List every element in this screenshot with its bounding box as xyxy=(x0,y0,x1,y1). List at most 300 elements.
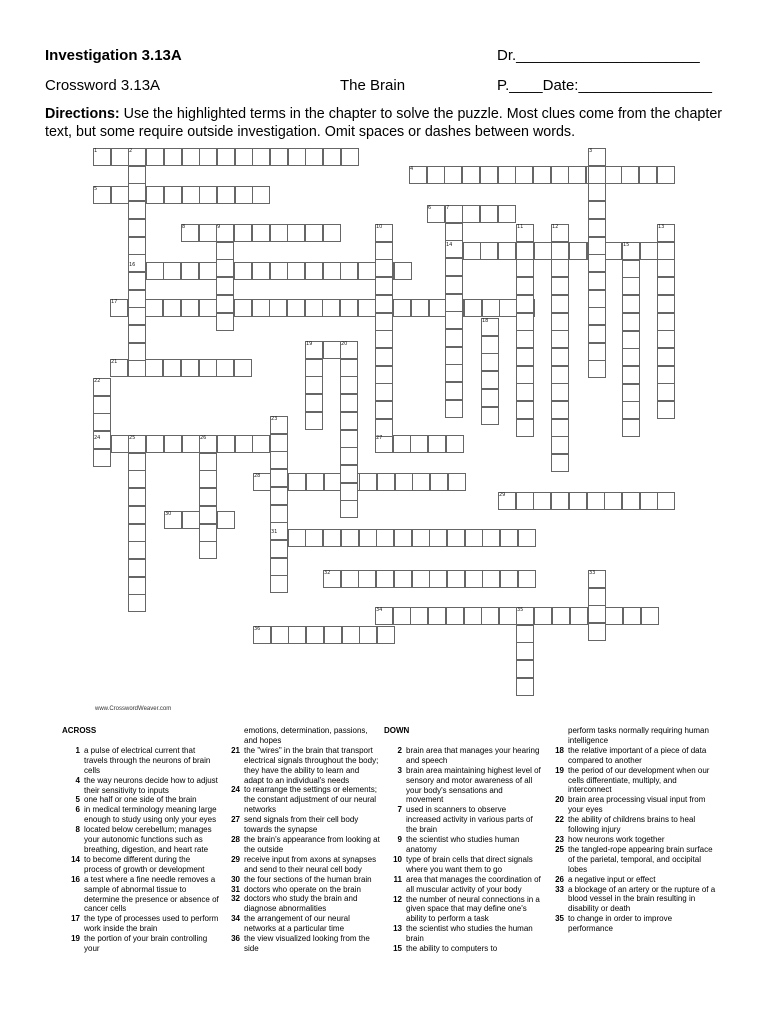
grid-cell[interactable] xyxy=(516,295,534,313)
grid-cell[interactable] xyxy=(164,435,182,453)
grid-cell[interactable] xyxy=(163,359,181,377)
grid-cell[interactable] xyxy=(657,383,675,401)
grid-cell[interactable] xyxy=(146,186,164,204)
grid-cell[interactable] xyxy=(359,529,377,547)
grid-cell[interactable] xyxy=(533,492,551,510)
grid-cell[interactable] xyxy=(234,299,252,317)
grid-cell[interactable] xyxy=(340,430,358,448)
grid-cell[interactable] xyxy=(516,383,534,401)
grid-cell[interactable] xyxy=(342,626,360,644)
grid-cell[interactable] xyxy=(516,660,534,678)
grid-cell[interactable] xyxy=(588,166,606,184)
grid-cell[interactable] xyxy=(604,242,622,260)
grid-cell[interactable] xyxy=(359,626,377,644)
grid-cell[interactable] xyxy=(551,366,569,384)
grid-cell[interactable] xyxy=(199,541,217,559)
grid-cell[interactable] xyxy=(481,607,499,625)
grid-cell[interactable] xyxy=(394,262,412,280)
grid-cell[interactable] xyxy=(622,260,640,278)
grid-cell[interactable] xyxy=(429,529,447,547)
grid-cell[interactable] xyxy=(657,295,675,313)
grid-cell[interactable] xyxy=(622,313,640,331)
grid-cell[interactable] xyxy=(604,492,622,510)
grid-cell[interactable] xyxy=(445,276,463,294)
grid-cell[interactable] xyxy=(128,237,146,255)
grid-cell[interactable] xyxy=(252,148,270,166)
grid-cell[interactable] xyxy=(111,186,129,204)
grid-cell[interactable] xyxy=(445,311,463,329)
grid-cell[interactable] xyxy=(481,407,499,425)
grid-cell[interactable] xyxy=(216,359,234,377)
grid-cell[interactable] xyxy=(270,558,288,576)
grid-cell[interactable] xyxy=(305,412,323,430)
grid-cell[interactable] xyxy=(128,166,146,184)
grid-cell[interactable] xyxy=(145,299,163,317)
grid-cell[interactable] xyxy=(499,299,517,317)
grid-cell[interactable] xyxy=(622,401,640,419)
grid-cell[interactable] xyxy=(500,529,518,547)
grid-cell[interactable] xyxy=(340,359,358,377)
grid-cell[interactable] xyxy=(216,242,234,260)
grid-cell[interactable] xyxy=(446,607,464,625)
grid-cell[interactable] xyxy=(481,336,499,354)
grid-cell[interactable] xyxy=(412,473,430,491)
grid-cell[interactable] xyxy=(445,347,463,365)
grid-cell[interactable] xyxy=(657,330,675,348)
grid-cell[interactable] xyxy=(551,383,569,401)
grid-cell[interactable] xyxy=(270,148,288,166)
grid-cell[interactable] xyxy=(551,419,569,437)
grid-cell[interactable] xyxy=(217,511,235,529)
grid-cell[interactable] xyxy=(568,166,586,184)
grid-cell[interactable] xyxy=(657,313,675,331)
grid-cell[interactable] xyxy=(375,295,393,313)
grid-cell[interactable] xyxy=(341,529,359,547)
grid-cell[interactable] xyxy=(622,295,640,313)
grid-cell[interactable] xyxy=(376,570,394,588)
grid-cell[interactable] xyxy=(516,642,534,660)
grid-cell[interactable] xyxy=(551,242,569,260)
grid-cell[interactable] xyxy=(341,148,359,166)
grid-cell[interactable] xyxy=(411,299,429,317)
grid-cell[interactable] xyxy=(516,277,534,295)
grid-cell[interactable] xyxy=(445,258,463,276)
grid-cell[interactable] xyxy=(145,359,163,377)
grid-cell[interactable] xyxy=(481,389,499,407)
grid-cell[interactable] xyxy=(518,570,536,588)
grid-cell[interactable] xyxy=(199,506,217,524)
grid-cell[interactable] xyxy=(465,529,483,547)
grid-cell[interactable] xyxy=(287,224,305,242)
grid-cell[interactable] xyxy=(340,262,358,280)
grid-cell[interactable] xyxy=(447,529,465,547)
grid-cell[interactable] xyxy=(128,488,146,506)
grid-cell[interactable] xyxy=(588,307,606,325)
grid-cell[interactable] xyxy=(657,366,675,384)
grid-cell[interactable] xyxy=(518,529,536,547)
grid-cell[interactable] xyxy=(375,401,393,419)
grid-cell[interactable] xyxy=(516,259,534,277)
grid-cell[interactable] xyxy=(305,529,323,547)
grid-cell[interactable] xyxy=(516,242,534,260)
grid-cell[interactable] xyxy=(375,313,393,331)
grid-cell[interactable] xyxy=(657,259,675,277)
grid-cell[interactable] xyxy=(587,492,605,510)
grid-cell[interactable] xyxy=(146,435,164,453)
grid-cell[interactable] xyxy=(622,277,640,295)
grid-cell[interactable] xyxy=(462,205,480,223)
grid-cell[interactable] xyxy=(534,607,552,625)
grid-cell[interactable] xyxy=(516,678,534,696)
grid-cell[interactable] xyxy=(128,325,146,343)
grid-cell[interactable] xyxy=(623,607,641,625)
grid-cell[interactable] xyxy=(217,148,235,166)
grid-cell[interactable] xyxy=(340,447,358,465)
grid-cell[interactable] xyxy=(305,394,323,412)
grid-cell[interactable] xyxy=(341,570,359,588)
grid-cell[interactable] xyxy=(288,473,306,491)
grid-cell[interactable] xyxy=(445,329,463,347)
grid-cell[interactable] xyxy=(657,277,675,295)
grid-cell[interactable] xyxy=(569,242,587,260)
grid-cell[interactable] xyxy=(622,348,640,366)
grid-cell[interactable] xyxy=(128,541,146,559)
grid-cell[interactable] xyxy=(128,183,146,201)
grid-cell[interactable] xyxy=(270,451,288,469)
grid-cell[interactable] xyxy=(270,262,288,280)
grid-cell[interactable] xyxy=(164,148,182,166)
grid-cell[interactable] xyxy=(128,453,146,471)
grid-cell[interactable] xyxy=(128,470,146,488)
grid-cell[interactable] xyxy=(394,529,412,547)
grid-cell[interactable] xyxy=(482,570,500,588)
grid-cell[interactable] xyxy=(377,626,395,644)
grid-cell[interactable] xyxy=(465,570,483,588)
grid-cell[interactable] xyxy=(128,359,146,377)
grid-cell[interactable] xyxy=(588,343,606,361)
grid-cell[interactable] xyxy=(551,436,569,454)
grid-cell[interactable] xyxy=(235,435,253,453)
grid-cell[interactable] xyxy=(622,331,640,349)
grid-cell[interactable] xyxy=(480,166,498,184)
grid-cell[interactable] xyxy=(622,384,640,402)
grid-cell[interactable] xyxy=(323,262,341,280)
grid-cell[interactable] xyxy=(551,313,569,331)
grid-cell[interactable] xyxy=(182,511,200,529)
grid-cell[interactable] xyxy=(588,201,606,219)
grid-cell[interactable] xyxy=(305,224,323,242)
grid-cell[interactable] xyxy=(588,360,606,378)
grid-cell[interactable] xyxy=(375,419,393,437)
grid-cell[interactable] xyxy=(375,383,393,401)
grid-cell[interactable] xyxy=(500,570,518,588)
grid-cell[interactable] xyxy=(445,400,463,418)
grid-cell[interactable] xyxy=(588,183,606,201)
grid-cell[interactable] xyxy=(482,529,500,547)
grid-cell[interactable] xyxy=(323,341,341,359)
grid-cell[interactable] xyxy=(481,353,499,371)
grid-cell[interactable] xyxy=(146,262,164,280)
grid-cell[interactable] xyxy=(551,348,569,366)
grid-cell[interactable] xyxy=(412,570,430,588)
grid-cell[interactable] xyxy=(199,299,217,317)
grid-cell[interactable] xyxy=(288,626,306,644)
grid-cell[interactable] xyxy=(551,492,569,510)
grid-cell[interactable] xyxy=(516,348,534,366)
grid-cell[interactable] xyxy=(445,382,463,400)
grid-cell[interactable] xyxy=(445,223,463,241)
grid-cell[interactable] xyxy=(551,259,569,277)
grid-cell[interactable] xyxy=(551,454,569,472)
grid-cell[interactable] xyxy=(463,242,481,260)
grid-cell[interactable] xyxy=(498,205,516,223)
grid-cell[interactable] xyxy=(199,148,217,166)
grid-cell[interactable] xyxy=(588,237,606,255)
grid-cell[interactable] xyxy=(181,299,199,317)
grid-cell[interactable] xyxy=(533,166,551,184)
grid-cell[interactable] xyxy=(464,607,482,625)
grid-cell[interactable] xyxy=(445,364,463,382)
grid-cell[interactable] xyxy=(287,262,305,280)
grid-cell[interactable] xyxy=(305,376,323,394)
grid-cell[interactable] xyxy=(306,626,324,644)
grid-cell[interactable] xyxy=(410,435,428,453)
grid-cell[interactable] xyxy=(128,594,146,612)
grid-cell[interactable] xyxy=(375,242,393,260)
grid-cell[interactable] xyxy=(359,473,377,491)
grid-cell[interactable] xyxy=(128,577,146,595)
grid-cell[interactable] xyxy=(199,453,217,471)
grid-cell[interactable] xyxy=(429,570,447,588)
grid-cell[interactable] xyxy=(269,299,287,317)
grid-cell[interactable] xyxy=(429,299,447,317)
grid-cell[interactable] xyxy=(410,607,428,625)
grid-cell[interactable] xyxy=(375,348,393,366)
grid-cell[interactable] xyxy=(305,299,323,317)
grid-cell[interactable] xyxy=(444,166,462,184)
grid-cell[interactable] xyxy=(271,626,289,644)
grid-cell[interactable] xyxy=(480,242,498,260)
grid-cell[interactable] xyxy=(445,294,463,312)
grid-cell[interactable] xyxy=(340,376,358,394)
grid-cell[interactable] xyxy=(216,259,234,277)
grid-cell[interactable] xyxy=(199,470,217,488)
grid-cell[interactable] xyxy=(412,529,430,547)
grid-cell[interactable] xyxy=(270,575,288,593)
grid-cell[interactable] xyxy=(604,166,622,184)
grid-cell[interactable] xyxy=(340,465,358,483)
grid-cell[interactable] xyxy=(93,396,111,414)
grid-cell[interactable] xyxy=(270,487,288,505)
grid-cell[interactable] xyxy=(288,529,306,547)
grid-cell[interactable] xyxy=(216,277,234,295)
grid-cell[interactable] xyxy=(551,166,569,184)
grid-cell[interactable] xyxy=(447,570,465,588)
grid-cell[interactable] xyxy=(657,166,675,184)
grid-cell[interactable] xyxy=(181,359,199,377)
grid-cell[interactable] xyxy=(234,224,252,242)
grid-cell[interactable] xyxy=(252,299,270,317)
grid-cell[interactable] xyxy=(499,607,517,625)
grid-cell[interactable] xyxy=(570,607,588,625)
grid-cell[interactable] xyxy=(657,492,675,510)
grid-cell[interactable] xyxy=(323,529,341,547)
grid-cell[interactable] xyxy=(605,607,623,625)
grid-cell[interactable] xyxy=(252,224,270,242)
grid-cell[interactable] xyxy=(375,366,393,384)
grid-cell[interactable] xyxy=(516,401,534,419)
grid-cell[interactable] xyxy=(588,254,606,272)
grid-cell[interactable] xyxy=(216,295,234,313)
grid-cell[interactable] xyxy=(588,623,606,641)
grid-cell[interactable] xyxy=(128,201,146,219)
grid-cell[interactable] xyxy=(270,505,288,523)
grid-cell[interactable] xyxy=(217,186,235,204)
grid-cell[interactable] xyxy=(270,540,288,558)
grid-cell[interactable] xyxy=(128,307,146,325)
grid-cell[interactable] xyxy=(552,607,570,625)
grid-cell[interactable] xyxy=(322,299,340,317)
grid-cell[interactable] xyxy=(393,607,411,625)
grid-cell[interactable] xyxy=(516,330,534,348)
grid-cell[interactable] xyxy=(199,186,217,204)
grid-cell[interactable] xyxy=(393,299,411,317)
grid-cell[interactable] xyxy=(128,219,146,237)
grid-cell[interactable] xyxy=(305,148,323,166)
grid-cell[interactable] xyxy=(428,435,446,453)
grid-cell[interactable] xyxy=(270,469,288,487)
grid-cell[interactable] xyxy=(199,262,217,280)
grid-cell[interactable] xyxy=(462,166,480,184)
grid-cell[interactable] xyxy=(111,148,129,166)
grid-cell[interactable] xyxy=(324,626,342,644)
grid-cell[interactable] xyxy=(639,166,657,184)
grid-cell[interactable] xyxy=(128,506,146,524)
grid-cell[interactable] xyxy=(377,473,395,491)
grid-cell[interactable] xyxy=(481,371,499,389)
grid-cell[interactable] xyxy=(622,366,640,384)
grid-cell[interactable] xyxy=(340,500,358,518)
grid-cell[interactable] xyxy=(234,262,252,280)
grid-cell[interactable] xyxy=(375,277,393,295)
grid-cell[interactable] xyxy=(588,588,606,606)
grid-cell[interactable] xyxy=(588,272,606,290)
grid-cell[interactable] xyxy=(181,262,199,280)
grid-cell[interactable] xyxy=(199,524,217,542)
grid-cell[interactable] xyxy=(128,559,146,577)
grid-cell[interactable] xyxy=(516,492,534,510)
grid-cell[interactable] xyxy=(340,483,358,501)
grid-cell[interactable] xyxy=(588,290,606,308)
grid-cell[interactable] xyxy=(305,262,323,280)
grid-cell[interactable] xyxy=(128,290,146,308)
grid-cell[interactable] xyxy=(340,299,358,317)
grid-cell[interactable] xyxy=(534,242,552,260)
grid-cell[interactable] xyxy=(464,299,482,317)
grid-cell[interactable] xyxy=(394,570,412,588)
grid-cell[interactable] xyxy=(482,299,500,317)
grid-cell[interactable] xyxy=(128,343,146,361)
grid-cell[interactable] xyxy=(498,242,516,260)
grid-cell[interactable] xyxy=(622,419,640,437)
grid-cell[interactable] xyxy=(448,473,466,491)
grid-cell[interactable] xyxy=(516,366,534,384)
grid-cell[interactable] xyxy=(182,186,200,204)
grid-cell[interactable] xyxy=(128,524,146,542)
grid-cell[interactable] xyxy=(621,166,639,184)
grid-cell[interactable] xyxy=(111,435,129,453)
grid-cell[interactable] xyxy=(340,412,358,430)
grid-cell[interactable] xyxy=(427,166,445,184)
grid-cell[interactable] xyxy=(498,166,516,184)
grid-cell[interactable] xyxy=(551,330,569,348)
grid-cell[interactable] xyxy=(235,148,253,166)
grid-cell[interactable] xyxy=(430,473,448,491)
grid-cell[interactable] xyxy=(446,435,464,453)
grid-cell[interactable] xyxy=(235,186,253,204)
grid-cell[interactable] xyxy=(641,607,659,625)
grid-cell[interactable] xyxy=(657,401,675,419)
grid-cell[interactable] xyxy=(640,242,658,260)
grid-cell[interactable] xyxy=(376,529,394,547)
grid-cell[interactable] xyxy=(569,492,587,510)
grid-cell[interactable] xyxy=(252,435,270,453)
grid-cell[interactable] xyxy=(323,148,341,166)
grid-cell[interactable] xyxy=(199,359,217,377)
grid-cell[interactable] xyxy=(358,299,376,317)
grid-cell[interactable] xyxy=(288,148,306,166)
grid-cell[interactable] xyxy=(375,330,393,348)
grid-cell[interactable] xyxy=(551,295,569,313)
grid-cell[interactable] xyxy=(182,148,200,166)
grid-cell[interactable] xyxy=(516,419,534,437)
grid-cell[interactable] xyxy=(480,205,498,223)
grid-cell[interactable] xyxy=(393,435,411,453)
grid-cell[interactable] xyxy=(375,259,393,277)
grid-cell[interactable] xyxy=(657,348,675,366)
grid-cell[interactable] xyxy=(340,394,358,412)
grid-cell[interactable] xyxy=(93,413,111,431)
grid-cell[interactable] xyxy=(588,325,606,343)
grid-cell[interactable] xyxy=(93,449,111,467)
grid-cell[interactable] xyxy=(428,607,446,625)
grid-cell[interactable] xyxy=(305,359,323,377)
grid-cell[interactable] xyxy=(128,272,146,290)
grid-cell[interactable] xyxy=(516,625,534,643)
grid-cell[interactable] xyxy=(164,186,182,204)
grid-cell[interactable] xyxy=(588,219,606,237)
grid-cell[interactable] xyxy=(216,313,234,331)
grid-cell[interactable] xyxy=(323,224,341,242)
grid-cell[interactable] xyxy=(287,299,305,317)
grid-cell[interactable] xyxy=(234,359,252,377)
grid-cell[interactable] xyxy=(515,166,533,184)
grid-cell[interactable] xyxy=(551,277,569,295)
grid-cell[interactable] xyxy=(163,262,181,280)
grid-cell[interactable] xyxy=(358,262,376,280)
grid-cell[interactable] xyxy=(395,473,413,491)
grid-cell[interactable] xyxy=(252,186,270,204)
grid-cell[interactable] xyxy=(588,605,606,623)
grid-cell[interactable] xyxy=(551,401,569,419)
grid-cell[interactable] xyxy=(358,570,376,588)
grid-cell[interactable] xyxy=(199,224,217,242)
grid-cell[interactable] xyxy=(146,148,164,166)
grid-cell[interactable] xyxy=(516,313,534,331)
grid-cell[interactable] xyxy=(657,242,675,260)
grid-cell[interactable] xyxy=(182,435,200,453)
grid-cell[interactable] xyxy=(270,434,288,452)
